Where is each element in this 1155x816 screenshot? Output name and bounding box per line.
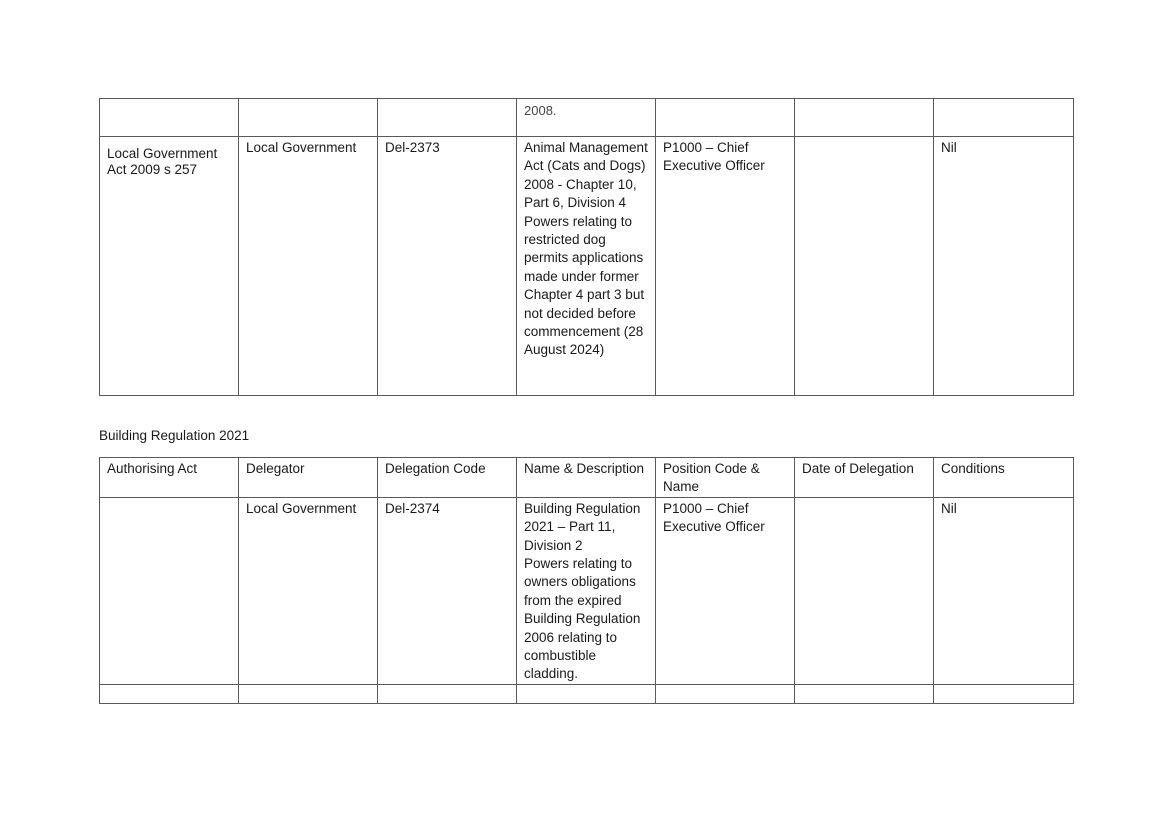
delegations-table-animal-management bbox=[99, 98, 1074, 396]
cell-empty bbox=[934, 684, 1074, 703]
cell-empty bbox=[517, 684, 656, 703]
authorising-act-cell bbox=[100, 497, 239, 684]
header-conditions: Conditions bbox=[934, 458, 1074, 498]
name-description-text: Animal Management Act (Cats and Dogs) 2008 - Chapter 10, Part 6, Division 4 Powers relating to restricted dog permits applications made under former Chapter 4 part 3 but not decided before commencement (28 August 2024) bbox=[524, 140, 648, 358]
cell-empty bbox=[239, 99, 378, 137]
position-cell bbox=[656, 137, 795, 396]
table-row bbox=[100, 137, 1074, 396]
cell-empty bbox=[239, 684, 378, 703]
header-position: Position Code & Name bbox=[656, 458, 795, 498]
cell-empty bbox=[100, 99, 239, 137]
position-text: P1000 – Chief Executive Officer bbox=[663, 140, 765, 174]
section-heading: Building Regulation 2021 bbox=[99, 428, 250, 443]
header-date-of-delegation: Date of Delegation bbox=[795, 458, 934, 498]
date-of-delegation-cell bbox=[795, 497, 934, 684]
conditions-text: Nil bbox=[941, 140, 957, 155]
delegation-code-cell bbox=[378, 497, 517, 684]
date-of-delegation-cell bbox=[795, 137, 934, 396]
cell-empty bbox=[656, 99, 795, 137]
position-cell bbox=[656, 497, 795, 684]
conditions-cell bbox=[934, 497, 1074, 684]
table-row-continuation bbox=[100, 99, 1074, 137]
authorising-act-cell bbox=[100, 137, 239, 396]
cell-empty bbox=[378, 99, 517, 137]
conditions-text: Nil bbox=[941, 500, 957, 516]
name-description-text: Building Regulation 2021 – Part 11, Division 2 Powers relating to owners obligations from the expired Building Regulation 2006 relating to combustible cladding. bbox=[524, 500, 641, 682]
header-name-description: Name & Description bbox=[517, 458, 656, 498]
delegation-code-cell bbox=[378, 137, 517, 396]
delegation-code-text: Del-2374 bbox=[385, 500, 440, 516]
cell-empty bbox=[934, 99, 1074, 137]
table-row bbox=[100, 497, 1074, 684]
header-delegator: Delegator bbox=[239, 458, 378, 498]
delegations-table-building-regulation bbox=[99, 457, 1074, 704]
cell-empty bbox=[795, 99, 934, 137]
cell-empty bbox=[795, 684, 934, 703]
name-description-cell bbox=[517, 99, 656, 137]
delegation-code-text: Del-2373 bbox=[385, 140, 440, 155]
delegator-text: Local Government bbox=[246, 140, 357, 155]
position-text: P1000 – Chief Executive Officer bbox=[663, 500, 765, 535]
delegator-cell bbox=[239, 137, 378, 396]
cell-empty bbox=[656, 684, 795, 703]
delegator-cell bbox=[239, 497, 378, 684]
table-row-empty bbox=[100, 684, 1074, 703]
continuation-text: 2008. bbox=[524, 103, 557, 118]
authorising-act-text: Local Government Act 2009 s 257 bbox=[107, 146, 218, 177]
header-delegation-code: Delegation Code bbox=[378, 458, 517, 498]
header-authorising-act: Authorising Act bbox=[100, 458, 239, 498]
cell-empty bbox=[378, 684, 517, 703]
name-description-cell bbox=[517, 137, 656, 396]
conditions-cell bbox=[934, 137, 1074, 396]
delegator-text: Local Government bbox=[246, 500, 357, 516]
table-header-row bbox=[100, 458, 1074, 498]
cell-empty bbox=[100, 684, 239, 703]
name-description-cell bbox=[517, 497, 656, 684]
